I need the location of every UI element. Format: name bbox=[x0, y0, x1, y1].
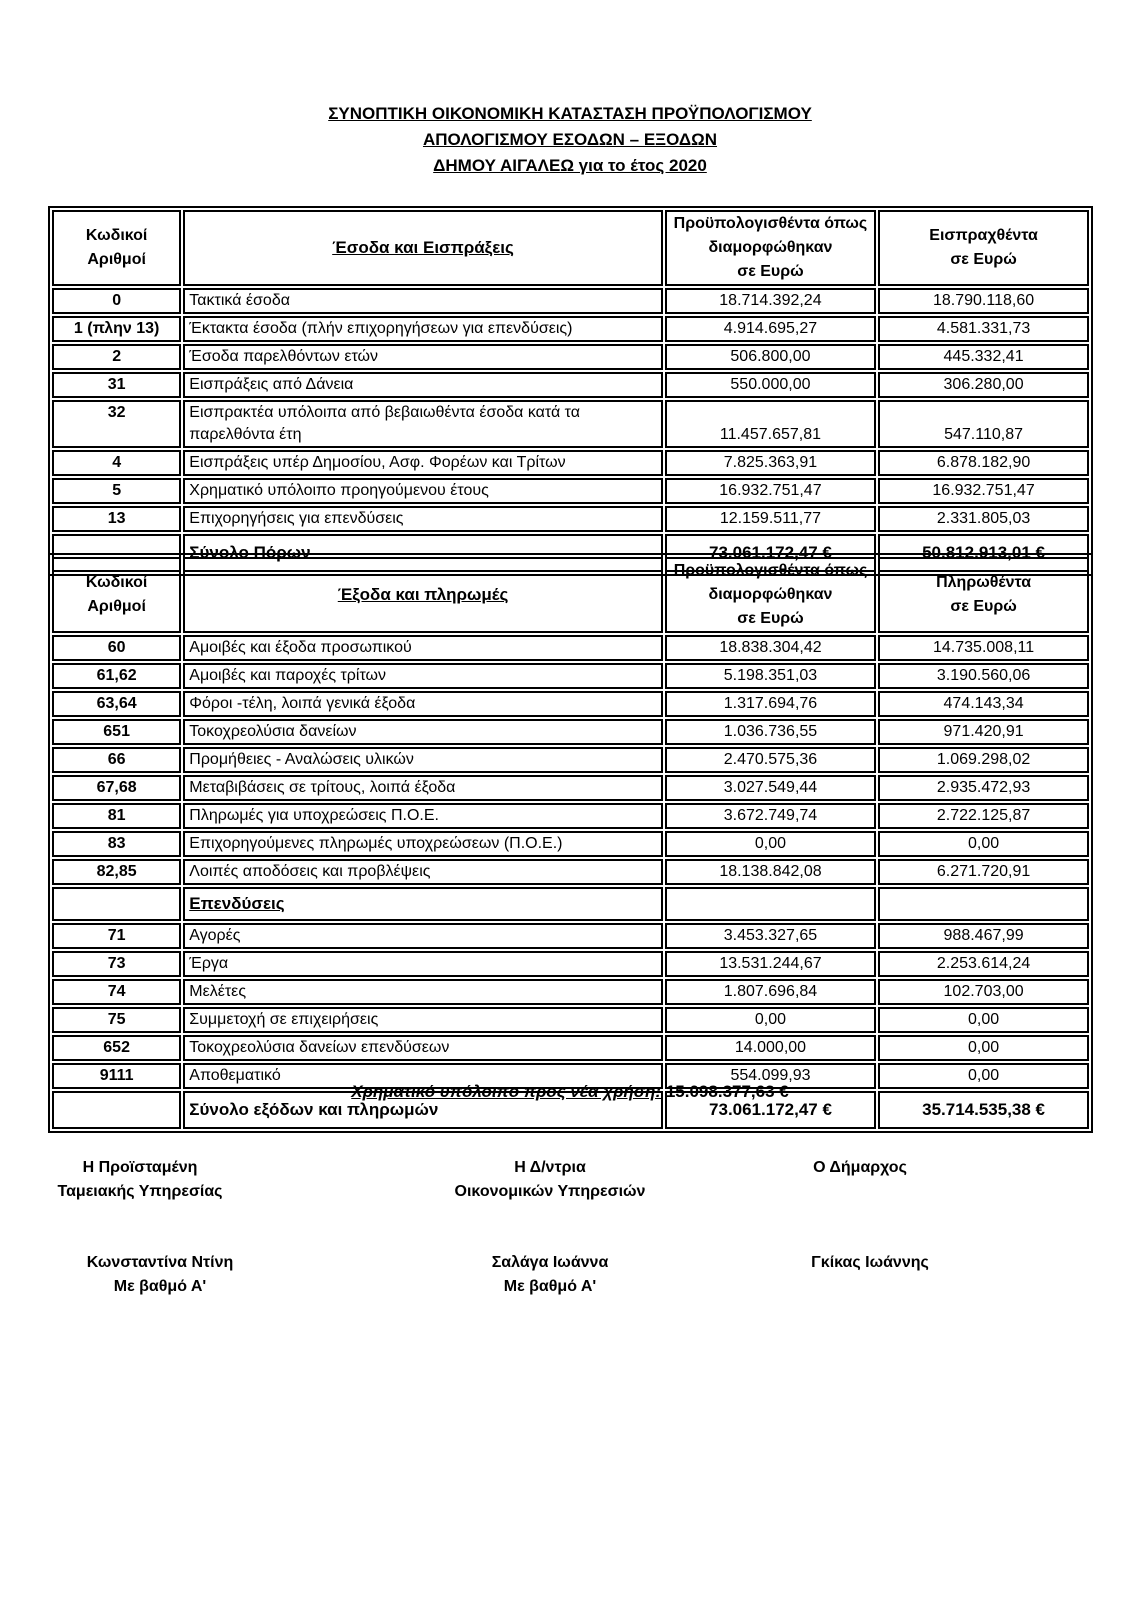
row-label: Αμοιβές και έξοδα προσωπικού bbox=[183, 635, 663, 661]
table-row bbox=[52, 663, 1089, 689]
signature-director-line2: Οικονομικών Υπηρεσιών bbox=[454, 1183, 646, 1200]
row-label bbox=[183, 400, 663, 448]
document-title bbox=[0, 101, 1140, 179]
closing-balance bbox=[0, 1082, 1140, 1102]
income-header-budget-line1: Προϋπολογισθέντα όπως bbox=[673, 215, 868, 232]
row-code: 73 bbox=[52, 951, 181, 977]
table-row bbox=[52, 923, 1089, 949]
income-header-code-line1: Κωδικοί bbox=[85, 227, 148, 244]
row-actual: 0,00 bbox=[878, 1035, 1089, 1061]
row-budget: 18.138.842,08 bbox=[665, 859, 876, 885]
row-code: 75 bbox=[52, 1007, 181, 1033]
title-line-3: ΔΗΜΟΥ ΑΙΓΑΛΕΩ για το έτος 2020 bbox=[433, 156, 707, 175]
row-code: 81 bbox=[52, 803, 181, 829]
row-budget: 0,00 bbox=[665, 831, 876, 857]
table-row bbox=[52, 478, 1089, 504]
row-label: Έσοδα παρελθόντων ετών bbox=[183, 344, 663, 370]
signature-mayor-name bbox=[790, 1251, 950, 1275]
expense-header-actual-line1: Πληρωθέντα bbox=[936, 574, 1032, 591]
row-budget: 7.825.363,91 bbox=[665, 450, 876, 476]
income-header-actual-line1: Εισπραχθέντα bbox=[929, 227, 1038, 244]
row-code: 32 bbox=[52, 400, 181, 448]
row-code: 61,62 bbox=[52, 663, 181, 689]
table-row bbox=[52, 831, 1089, 857]
signature-mayor-title bbox=[780, 1156, 940, 1180]
expense-table bbox=[48, 553, 1093, 1133]
income-header-code-line2: Αριθμοί bbox=[87, 251, 146, 268]
row-label-line2: παρελθόντα έτη bbox=[189, 426, 302, 443]
row-budget: 18.838.304,42 bbox=[665, 635, 876, 661]
row-actual: 4.581.331,73 bbox=[878, 316, 1089, 342]
income-header-code bbox=[52, 210, 181, 286]
expense-header-actual-line2: σε Ευρώ bbox=[950, 598, 1017, 615]
table-row bbox=[52, 803, 1089, 829]
investments-heading bbox=[183, 887, 663, 921]
row-code: 82,85 bbox=[52, 859, 181, 885]
row-label: Έκτακτα έσοδα (πλήν επιχορηγήσεων για επενδύσεις) bbox=[183, 316, 663, 342]
cashier-grade: Με βαθμό Α' bbox=[113, 1278, 207, 1295]
table-row bbox=[52, 1035, 1089, 1061]
row-label: Μεταβιβάσεις σε τρίτους, λοιπά έξοδα bbox=[183, 775, 663, 801]
investments-heading-row bbox=[52, 887, 1089, 921]
row-actual: 3.190.560,06 bbox=[878, 663, 1089, 689]
expense-header-row bbox=[52, 557, 1089, 633]
table-row bbox=[52, 1007, 1089, 1033]
row-label: Τοκοχρεολύσια δανείων επενδύσεων bbox=[183, 1035, 663, 1061]
row-actual: 18.790.118,60 bbox=[878, 288, 1089, 314]
row-code: 83 bbox=[52, 831, 181, 857]
row-budget: 2.470.575,36 bbox=[665, 747, 876, 773]
director-grade: Με βαθμό Α' bbox=[503, 1278, 597, 1295]
row-actual: 2.331.805,03 bbox=[878, 506, 1089, 532]
row-actual: 971.420,91 bbox=[878, 719, 1089, 745]
signature-cashier-name bbox=[60, 1251, 260, 1299]
row-actual: 988.467,99 bbox=[878, 923, 1089, 949]
row-code: 0 bbox=[52, 288, 181, 314]
table-row bbox=[52, 400, 1089, 448]
closing-balance-value: 15.098.377,63 € bbox=[665, 1082, 789, 1101]
income-total-actual: 50.812.913,01 € bbox=[878, 534, 1089, 572]
income-header-actual-line2: σε Ευρώ bbox=[950, 251, 1017, 268]
table-row bbox=[52, 951, 1089, 977]
table-row bbox=[52, 979, 1089, 1005]
row-actual: 102.703,00 bbox=[878, 979, 1089, 1005]
row-actual: 6.878.182,90 bbox=[878, 450, 1089, 476]
row-budget: 0,00 bbox=[665, 1007, 876, 1033]
income-header-label: Έσοδα και Εισπράξεις bbox=[183, 210, 663, 286]
row-code: 5 bbox=[52, 478, 181, 504]
row-label: Επιχορηγούμενες πληρωμές υποχρεώσεων (Π.Ο.Ε.) bbox=[183, 831, 663, 857]
row-budget: 11.457.657,81 bbox=[665, 400, 876, 448]
signature-director-line1: Η Δ/ντρια bbox=[514, 1159, 586, 1176]
row-actual: 445.332,41 bbox=[878, 344, 1089, 370]
row-budget: 18.714.392,24 bbox=[665, 288, 876, 314]
row-label: Έργα bbox=[183, 951, 663, 977]
row-budget: 1.317.694,76 bbox=[665, 691, 876, 717]
row-actual: 16.932.751,47 bbox=[878, 478, 1089, 504]
row-code: 66 bbox=[52, 747, 181, 773]
row-budget: 12.159.511,77 bbox=[665, 506, 876, 532]
row-code: 4 bbox=[52, 450, 181, 476]
section-code-empty bbox=[52, 887, 181, 921]
row-label: Τοκοχρεολύσια δανείων bbox=[183, 719, 663, 745]
row-label: Αποθεματικό bbox=[183, 1063, 663, 1089]
row-actual: 0,00 bbox=[878, 1007, 1089, 1033]
investments-heading-text: Επενδύσεις bbox=[189, 894, 285, 913]
row-actual: 6.271.720,91 bbox=[878, 859, 1089, 885]
row-label: Εισπράξεις υπέρ Δημοσίου, Ασφ. Φορέων και Τρίτων bbox=[183, 450, 663, 476]
row-label: Μελέτες bbox=[183, 979, 663, 1005]
income-header-actual bbox=[878, 210, 1089, 286]
row-code: 9111 bbox=[52, 1063, 181, 1089]
row-label: Εισπράξεις από Δάνεια bbox=[183, 372, 663, 398]
row-budget: 3.453.327,65 bbox=[665, 923, 876, 949]
mayor-name: Γκίκας Ιωάννης bbox=[811, 1254, 929, 1271]
row-code: 2 bbox=[52, 344, 181, 370]
income-header-row bbox=[52, 210, 1089, 286]
row-budget: 1.036.736,55 bbox=[665, 719, 876, 745]
table-row bbox=[52, 859, 1089, 885]
table-row bbox=[52, 506, 1089, 532]
row-label-line1: Εισπρακτέα υπόλοιπα από βεβαιωθέντα έσοδα κατά τα bbox=[189, 404, 581, 421]
row-label: Φόροι -τέλη, λοιπά γενικά έξοδα bbox=[183, 691, 663, 717]
row-budget: 14.000,00 bbox=[665, 1035, 876, 1061]
income-total-label: Σύνολο Πόρων bbox=[183, 534, 663, 572]
table-row bbox=[52, 450, 1089, 476]
income-table bbox=[48, 206, 1093, 576]
expense-header-budget-line1: Προϋπολογισθέντα όπως bbox=[673, 562, 868, 579]
row-code: 74 bbox=[52, 979, 181, 1005]
row-budget: 13.531.244,67 bbox=[665, 951, 876, 977]
title-line-1: ΣΥΝΟΠΤΙΚΗ ΟΙΚΟΝΟΜΙΚΗ ΚΑΤΑΣΤΑΣΗ ΠΡΟΫΠΟΛΟΓΙΣΜΟΥ bbox=[328, 104, 812, 123]
closing-balance-label: Χρηματικό υπόλοιπο προς νέα χρήση: bbox=[351, 1082, 662, 1101]
row-budget: 550.000,00 bbox=[665, 372, 876, 398]
row-label: Πληρωμές για υποχρεώσεις Π.Ο.Ε. bbox=[183, 803, 663, 829]
expense-header-budget-line3: σε Ευρώ bbox=[737, 610, 804, 627]
expense-header-budget-line2: διαμορφώθηκαν bbox=[708, 586, 833, 603]
row-label: Λοιπές αποδόσεις και προβλέψεις bbox=[183, 859, 663, 885]
expense-header-code-line1: Κωδικοί bbox=[85, 574, 148, 591]
row-actual: 2.722.125,87 bbox=[878, 803, 1089, 829]
expense-header-budget bbox=[665, 557, 876, 633]
row-budget: 506.800,00 bbox=[665, 344, 876, 370]
row-budget: 3.027.549,44 bbox=[665, 775, 876, 801]
row-actual: 306.280,00 bbox=[878, 372, 1089, 398]
row-label: Επιχορηγήσεις για επενδύσεις bbox=[183, 506, 663, 532]
row-actual: 0,00 bbox=[878, 1063, 1089, 1089]
row-label: Προμήθειες - Αναλώσεις υλικών bbox=[183, 747, 663, 773]
row-actual: 2.935.472,93 bbox=[878, 775, 1089, 801]
table-row bbox=[52, 691, 1089, 717]
row-label: Αγορές bbox=[183, 923, 663, 949]
row-label: Τακτικά έσοδα bbox=[183, 288, 663, 314]
expense-header-label: Έξοδα και πληρωμές bbox=[183, 557, 663, 633]
section-budget-empty bbox=[665, 887, 876, 921]
expense-header-actual bbox=[878, 557, 1089, 633]
income-total-budget: 73.061.172,47 € bbox=[665, 534, 876, 572]
table-row bbox=[52, 747, 1089, 773]
row-code: 71 bbox=[52, 923, 181, 949]
signature-mayor-line1: Ο Δήμαρχος bbox=[813, 1159, 907, 1176]
income-header-budget-line3: σε Ευρώ bbox=[737, 263, 804, 280]
row-actual: 14.735.008,11 bbox=[878, 635, 1089, 661]
expense-total-label: Σύνολο εξόδων και πληρωμών bbox=[183, 1091, 663, 1129]
row-code: 63,64 bbox=[52, 691, 181, 717]
expense-header-code bbox=[52, 557, 181, 633]
signature-cashier-title bbox=[40, 1156, 240, 1204]
row-label: Χρηματικό υπόλοιπο προηγούμενου έτους bbox=[183, 478, 663, 504]
cashier-name: Κωνσταντίνα Ντίνη bbox=[86, 1254, 234, 1271]
table-row bbox=[52, 372, 1089, 398]
row-budget: 3.672.749,74 bbox=[665, 803, 876, 829]
row-budget: 4.914.695,27 bbox=[665, 316, 876, 342]
row-budget: 554.099,93 bbox=[665, 1063, 876, 1089]
table-row bbox=[52, 316, 1089, 342]
row-budget: 5.198.351,03 bbox=[665, 663, 876, 689]
table-row bbox=[52, 719, 1089, 745]
signature-director-title bbox=[440, 1156, 660, 1204]
section-actual-empty bbox=[878, 887, 1089, 921]
table-row bbox=[52, 635, 1089, 661]
row-actual: 2.253.614,24 bbox=[878, 951, 1089, 977]
row-actual: 0,00 bbox=[878, 831, 1089, 857]
income-header-budget bbox=[665, 210, 876, 286]
expense-header-code-line2: Αριθμοί bbox=[87, 598, 146, 615]
signature-cashier-line2: Ταμειακής Υπηρεσίας bbox=[57, 1183, 223, 1200]
table-row bbox=[52, 344, 1089, 370]
title-line-2: ΑΠΟΛΟΓΙΣΜΟΥ ΕΣΟΔΩΝ – ΕΞΟΔΩΝ bbox=[422, 130, 718, 149]
signature-director-name bbox=[450, 1251, 650, 1299]
row-label: Συμμετοχή σε επιχειρήσεις bbox=[183, 1007, 663, 1033]
row-budget: 1.807.696,84 bbox=[665, 979, 876, 1005]
income-header-budget-line2: διαμορφώθηκαν bbox=[708, 239, 833, 256]
table-row bbox=[52, 775, 1089, 801]
row-code: 31 bbox=[52, 372, 181, 398]
expense-total-actual: 35.714.535,38 € bbox=[878, 1091, 1089, 1129]
row-code: 651 bbox=[52, 719, 181, 745]
row-actual: 547.110,87 bbox=[878, 400, 1089, 448]
row-label: Αμοιβές και παροχές τρίτων bbox=[183, 663, 663, 689]
row-actual: 474.143,34 bbox=[878, 691, 1089, 717]
row-code: 652 bbox=[52, 1035, 181, 1061]
row-budget: 16.932.751,47 bbox=[665, 478, 876, 504]
signature-cashier-line1: Η Προϊσταμένη bbox=[82, 1159, 198, 1176]
table-row bbox=[52, 288, 1089, 314]
director-name: Σαλάγα Ιωάννα bbox=[491, 1254, 609, 1271]
row-code: 60 bbox=[52, 635, 181, 661]
row-actual: 1.069.298,02 bbox=[878, 747, 1089, 773]
expense-total-budget: 73.061.172,47 € bbox=[665, 1091, 876, 1129]
row-code: 67,68 bbox=[52, 775, 181, 801]
row-code: 1 (πλην 13) bbox=[52, 316, 181, 342]
row-code: 13 bbox=[52, 506, 181, 532]
